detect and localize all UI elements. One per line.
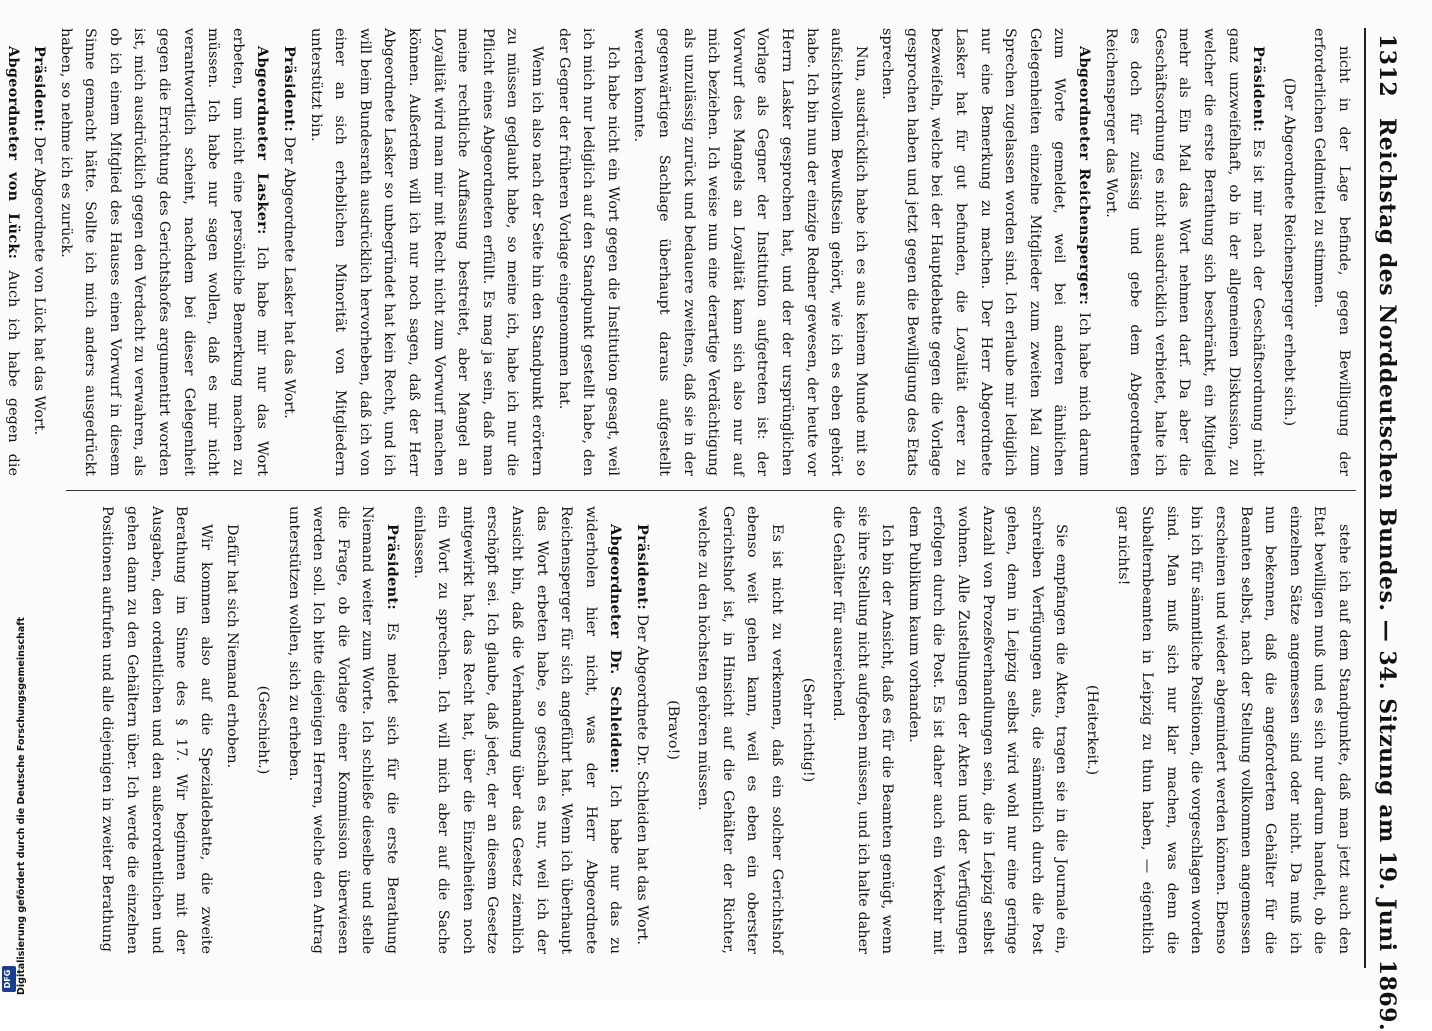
right-column [66, 506, 1356, 954]
speech-text: Der Abgeordnete von Lück hat das Wort. [31, 136, 48, 436]
speech-text: Der Abgeordnete Dr. Schleiden hat das Wort. [633, 614, 650, 945]
text-paragraph: Sie empfangen die Akten, tragen sie in die Journale ein, schreiben Verfügungen aus, die sämmtlich durch die Post gehen, denn in Leipzig selbst wird wohl nur eine geringe Anzahl von Prozeßverhandlungen sein, die in Leipzig selbst wohnen. Alle Zustellungen der Akten und der Verfügungen erfolgen durch die Post. Es ist daher auch ein Verkehr mit dem Publikum kaum vorhanden. [905, 506, 1070, 954]
speaker-name: Abgeordneter Dr. Schleiden: [607, 524, 625, 774]
speech-paragraph [281, 506, 404, 954]
speaker-name: Abgeordneter Lasker: [254, 46, 272, 235]
speech-text: Ich habe mir nur das Wort erbeten, um nicht eine persönliche Bemerkung machen zu müssen. Ich habe nur sagen wollen, daß es mir nicht verantwortlich scheint, nachdem bei dieser Gelegenheit gegen die Errichtung des Gerichtshofes argumentirt worden ist, mich ausdrücklich gegen den Verdacht zu verwahren, als ob ich einem Mitglied des Hauses einen Vorwurf in diesem Sinne gemacht hätte. Sollte ich mich anders ausgedrückt haben, so nehme ich es zurück. [57, 28, 271, 476]
digitization-note-text: Digitalisierung gefördert durch die Deutsche Forschungsgemeinschaft [16, 617, 27, 995]
stage-direction: (Bravo!) [664, 700, 681, 760]
speech-paragraph [875, 28, 1096, 476]
text-paragraph: nicht in der Lage befinde, gegen Bewilligung der erforderlichen Geldmittel zu stimmen. [1311, 28, 1352, 476]
page-title: Reichstag des Norddeutschen Bundes. — 34. Sitzung am 19. Juni 1869. [1374, 118, 1400, 1031]
speech-text: Es meldet sich für die erste Berathung Niemand weiter zum Worte. Ich schließe dieselbe und stelle die Frage, ob die Vorlage einer Kommission überwiesen werden soll. Ich bitte diejenigen Herren, welche den Antrag unterstützen wollen, sich zu erheben. [285, 506, 401, 954]
text-paragraph: Ich habe nicht ein Wort gegen die Institution gesagt, weil ich mich nur lediglich auf den Standpunkt gestellt habe, den der Gegner der früheren Vorlage eingenommen hat. [555, 28, 621, 476]
speech-text: Ich habe nur das zu widerholen hier nicht, was der Herr Abgeordnete Reichensperger für sich angeführt hat. Wenn ich überhaupt das Wort erbeten habe, so geschah es nur, weil ich der Ansicht bin, daß die Verhandlung über das Gesetz ziemlich erschöpft sei. Ich glaube, daß jeder, der an diesem Gesetze mitgewirkt hat, das Recht hat, über die Einzelheiten noch ein Wort zu sprechen. Ich will mich aber auf die Sache einlassen. [410, 506, 624, 955]
speaker-name: Präsident: [281, 46, 299, 132]
speech-paragraph [53, 28, 274, 476]
speaker-name: Präsident: [633, 524, 651, 610]
speech-paragraph [406, 506, 627, 954]
text-paragraph: Dafür hat sich Niemand erhoben. [224, 524, 241, 769]
text-paragraph: stehe ich auf dem Standpunkte, daß man jetzt auch den Etat bewilligen muß und es sich nur darum handelt, ob die einzelnen Sätze angemessen sind oder nicht. Da muß ich nun bekennen, daß die angeforderten Gehälter für die Beamten selbst, nach der Stellung vollkommen angemessen erscheinen und wieder abgemindert werden können. Ebenso bin ich für sämmtliche Positionen, die vorgeschlagen worden sind. Man muß sich nur klar machen, was denn die Subalternbeamten in Leipzig zu thun haben, — eigentlich gar nichts! [1114, 506, 1352, 954]
speech-paragraph [27, 28, 52, 476]
speech-text: Es ist mir nach der Geschäftsordnung nicht ganz unzweifelhaft, ob in der allgemeinen Diskussion, zu welcher die erste Berathung sich beschränkt, ein Mitglied mehr als Ein Mal das Wort nehmen darf. Da aber die Geschäftsordnung es nicht ausdrücklich verbietet, halte ich es doch für zulässig und gebe dem Abgeordneten Reichensperger das Wort. [1102, 28, 1267, 476]
dfg-logo [2, 966, 16, 992]
speech-paragraph [276, 28, 301, 476]
speaker-name: Präsident: [1250, 46, 1268, 132]
speaker-name: Präsident: [31, 46, 49, 132]
text-paragraph: Wir kommen also auf die Spezialdebatte, die zweite Berathung im Sinne des § 17. Wir beginnen mit der Ausgaben, den ordentlichen und den außerordentlichen und gehen dann zu den Gehältern über. Ich werde die einzelnen Positionen aufrufen und alle diejenigen in zweiter Berathung [99, 506, 214, 954]
speech-text: Der Abgeordnete Lasker hat das Wort. [281, 136, 298, 419]
text-paragraph: Wenn ich also nach der Seite hin den Standpunkt erörtern zu müssen geglaubt habe, so meine ich, habe ich nur die Pflicht eines Abgeordneten erfüllt. Es mag ja sein, daß man meine rechtliche Auffassung bestreitet, aber Mangel an Loyalität wird man mir mit Recht nicht zum Vorwurf machen können. Außerdem will ich nur noch sagen, daß der Herr Abgeordnete Lasker so unbegründet hat kein Recht, und ich will beim Bundesrath ausdrücklich hervorheben, daß ich von einer an sich erheblichen Minorität von Mitgliedern unterstützt bin. [307, 28, 545, 476]
dfg-logo-text: DFG [3, 969, 12, 989]
stage-direction: (Heiterkeit.) [1084, 684, 1101, 776]
digitization-note [4, 610, 27, 995]
speaker-name: Abgeordneter von Lück: [4, 46, 22, 260]
speech-paragraph [1098, 28, 1270, 476]
stage-direction: (Sehr richtig!) [799, 677, 816, 783]
page-number: 1312 [1374, 34, 1400, 98]
stage-direction: (Der Abgeordnete Reichensperger erhebt sich.) [1280, 77, 1297, 427]
speech-paragraph [0, 28, 25, 476]
speech-text: Auch ich habe gegen die [4, 270, 21, 476]
stage-direction: (Geschieht.) [255, 685, 272, 775]
text-paragraph: Es ist nicht zu verkennen, daß ein solcher Gerichtshof ebenso weit gehen kann, weil es eben ein oberster Gerichtshof ist, in Hinsicht auf die Gehälter der Richter, welche zu den höchsten gehören müssen. [695, 506, 785, 954]
speech-paragraph [629, 506, 654, 954]
text-paragraph: Ich bin der Ansicht, daß es für die Beamten genügt, wenn sie ihre Stellung nicht aufgeben müssen, und ich halte daher die Gehälter für ausreichend. [830, 506, 896, 954]
column-divider [66, 490, 1356, 491]
speech-text: Ich habe mich darum zum Worte gemeldet, weil bei anderen ähnlichen Gelegenheiten einzelne Mitglieder zum zweiten Mal zum Sprechen zugelassen worden sind. Ich erlaube mir lediglich nur eine Bemerkung zu machen. Der Herr Abgeordnete Lasker hat für gut befunden, die Loyalität derer zu bezweifeln, welche bei der Hauptdebatte gegen die Vorlage gesprochen haben und jetzt gegen die Bewilligung des Etats sprechen. [879, 28, 1093, 476]
page-header [1370, 28, 1400, 1031]
header-rule [1364, 28, 1366, 968]
left-column [4, 28, 1356, 476]
text-paragraph: Nun, ausdrücklich habe ich es aus keinem Munde mit so aufsichtsvollem Bewußtsein gehört, wie ich es eben gehört habe. Ich bin nun der einzige Redner gewesen, der heute vor Herrn Lasker gesprochen hat, und der der ursprünglichen Vorlage als Gegner der Institution aufgetreten ist: der Vorwurf des Mangels an Loyalität kann sich also nur auf mich beziehen. Ich weise nun eine derartige Verdächtigung als unzulässig zurück und bedauere zweitens, daß sie in der gegenwärtigen Sachlage überhaupt daraus aufgestellt werden konnte. [631, 28, 869, 476]
speaker-name: Präsident: [384, 524, 402, 610]
speaker-name: Abgeordneter Reichensperger: [1076, 46, 1094, 306]
